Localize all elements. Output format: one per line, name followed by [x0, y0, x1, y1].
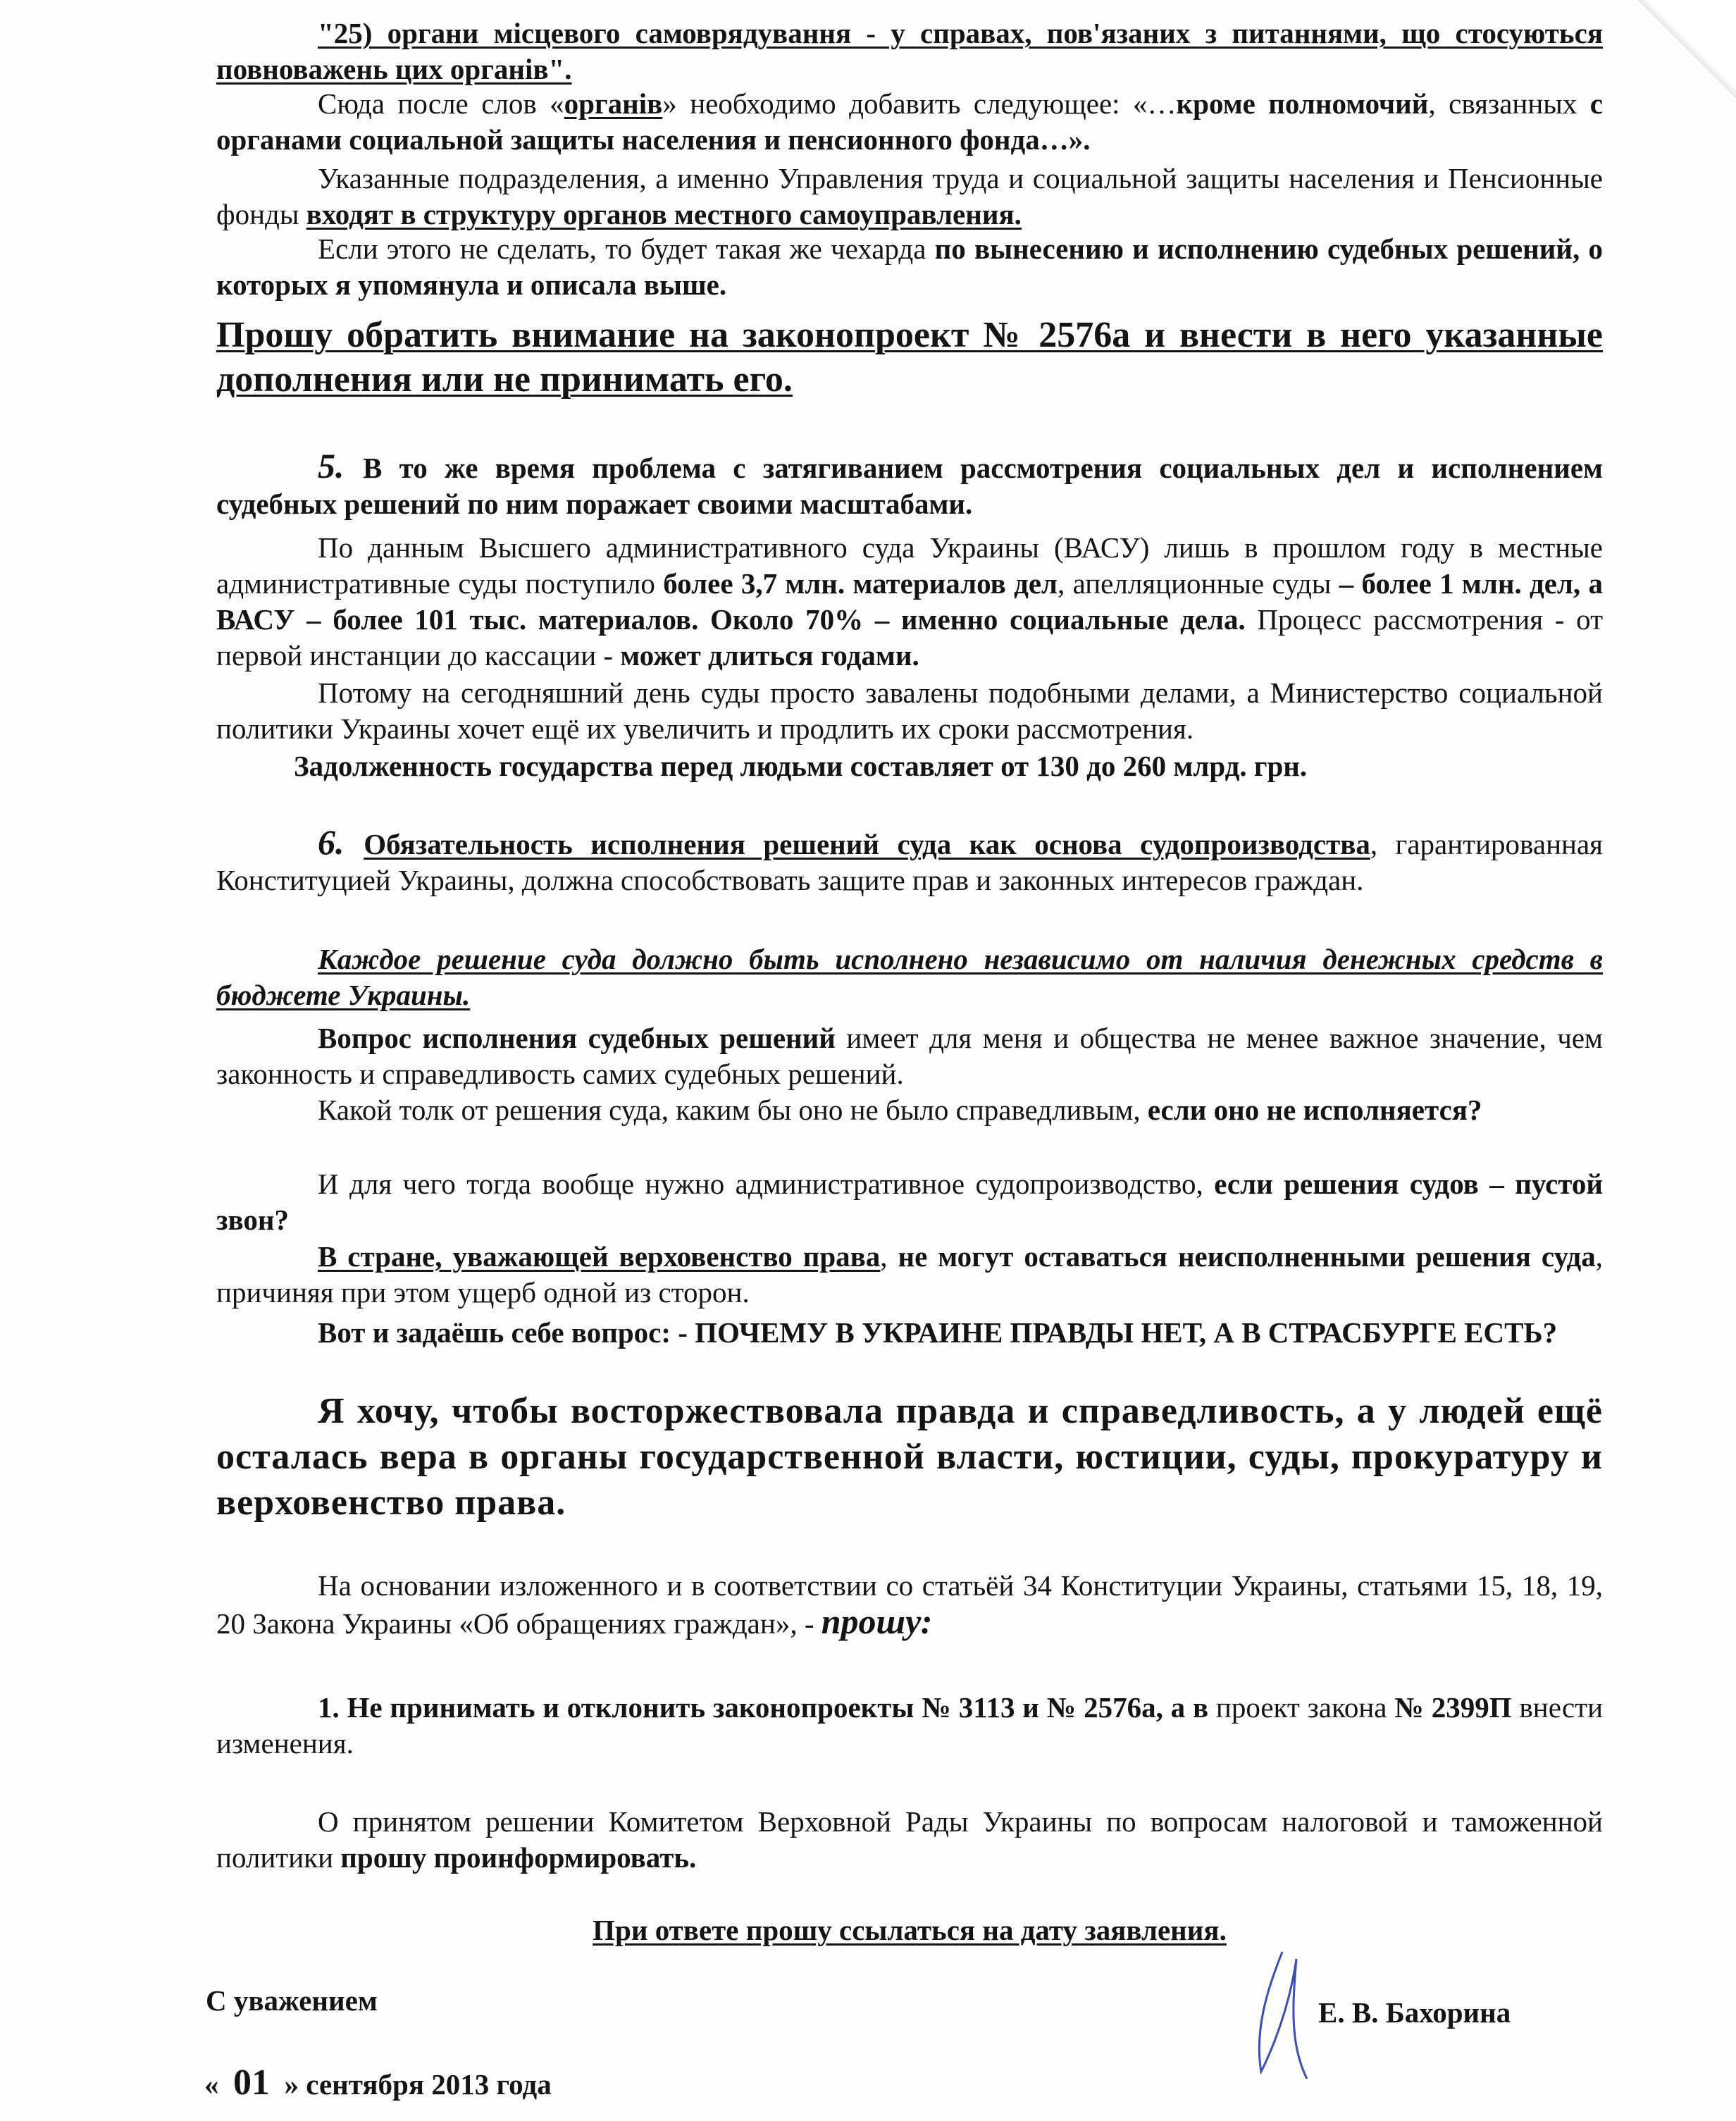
text-run: не могут оставаться неисполненными решения суда — [898, 1240, 1596, 1273]
paragraph — [216, 1166, 1603, 1238]
paragraph — [216, 86, 1603, 158]
text-run: более 3,7 млн. материалов дел — [663, 567, 1058, 600]
text-run: По данным Высшего административного суда Украины (ВАСУ) лишь в прошлом году в местные административные суды поступило — [216, 531, 1603, 600]
date-close-quote: » — [284, 2068, 299, 2101]
text-run: На основании изложенного и в соответствии со статьёй 34 Конституции Украины, статьями 15, 18, 19, 20 Закона Украины «Об обращениях граждан», - — [216, 1569, 1603, 1640]
paragraph — [216, 1239, 1603, 1311]
paragraph — [216, 1804, 1603, 1876]
text-run: При ответе прошу ссылаться на дату заявления. — [593, 1914, 1227, 1946]
paragraph — [216, 161, 1603, 233]
date-open-quote: « — [204, 2068, 219, 2101]
paragraph — [216, 1315, 1603, 1351]
paragraph — [216, 1690, 1603, 1762]
text-run: если решения судов – пустой звон? — [216, 1168, 1604, 1236]
text-run: , гарантированная Конституцией Украины, должна способствовать защите прав и законных интересов граждан. — [216, 828, 1604, 896]
text-run: может длиться годами. — [620, 639, 919, 672]
date-day: 01 — [233, 2063, 270, 2103]
text-run: Процесс рассмотрения - от первой инстанции до кассации - — [216, 603, 1603, 672]
signer-name: Е. В. Бахорина — [1318, 1996, 1511, 2029]
paragraph — [216, 1092, 1603, 1128]
text-run: Прошу обратить внимание на законопроект № 2576а и внести в него указанные дополнения или не принимать его. — [216, 315, 1603, 400]
text-run: внести изменения. — [216, 1691, 1604, 1760]
text-run: В стране, уважающей верховенство права — [318, 1240, 881, 1273]
paragraph — [216, 1020, 1603, 1092]
closing: С уважением — [206, 1984, 378, 2017]
text-run: , апелляционные суды — [1058, 567, 1339, 600]
text-run: – более 1 млн. дел, а ВАСУ – более 101 тыс. материалов. Около 70% – именно социальные дела. — [216, 567, 1603, 636]
text-run: входят в структуру органов местного самоуправления. — [306, 198, 1022, 230]
text-run: по вынесению и исполнению судебных решений, о которых я упомянула и описала выше. — [216, 233, 1603, 301]
text-run: Каждое решение суда должно быть исполнено независимо от наличия денежных средств в бюджете Украины. — [216, 943, 1603, 1011]
text-run: И для чего тогда вообще нужно административное судопроизводство, — [318, 1168, 1215, 1200]
text-run: кроме полномочий — [1176, 87, 1429, 120]
paragraph — [216, 16, 1603, 87]
text-run: с органами социальной защиты населения и пенсионного фонда…». — [216, 87, 1603, 156]
text-run: проект закона — [1208, 1691, 1395, 1724]
text-run: органів — [564, 87, 663, 120]
text-run: Потому на сегодняшний день суды просто завалены подобными делами, а Министерство социальной политики Украины хочет ещё их увеличить и продлить их сроки рассмотрения. — [216, 676, 1603, 745]
text-run: , — [880, 1240, 898, 1273]
text-run: » необходимо добавить следующее: «… — [662, 87, 1177, 120]
text-run: Указанные подразделения, а именно Управления труда и социальной защиты населения и Пенсионные фонды — [216, 162, 1603, 230]
text-run: Какой толк от решения суда, каким бы оно не было справедливым, — [318, 1094, 1148, 1126]
text-run: имеет для меня и общества не менее важное значение, чем законность и справедливость самих судебных решений. — [216, 1022, 1603, 1090]
text-run: О принятом решении Комитетом Верховной Рады Украины по вопросам налоговой и таможенной политики — [216, 1805, 1603, 1874]
paragraph — [216, 1568, 1603, 1642]
text-run: прошу проинформировать. — [340, 1841, 697, 1874]
paragraph — [216, 530, 1603, 674]
paragraph — [216, 1912, 1603, 1948]
text-run: Вот и задаёшь себе вопрос: - ПОЧЕМУ В УКРАИНЕ ПРАВДЫ НЕТ, А В СТРАСБУРГЕ ЕСТЬ? — [318, 1316, 1558, 1349]
text-run: В то же время проблема с затягиванием рассмотрения социальных дел и исполнением судебных решений по ним поражает своими масштабами. — [216, 452, 1603, 520]
paragraph — [216, 231, 1603, 303]
text-run: Я хочу, чтобы восторжествовала правда и справедливость, а у людей ещё осталась вера в органы государственной власти, юстиции, суды, прокуратуру и верховенство права. — [216, 1391, 1603, 1523]
text-run: Вопрос исполнения судебных решений — [318, 1022, 836, 1054]
text-run: № 2399П — [1394, 1691, 1512, 1724]
handwritten-signature — [1240, 1945, 1325, 2086]
text-run: Сюда после слов « — [318, 87, 564, 120]
paragraph — [216, 824, 1603, 898]
text-run: если оно не исполняется? — [1147, 1094, 1482, 1126]
text-run: 6. — [318, 822, 364, 862]
text-run: 5. — [318, 446, 364, 486]
text-run: Задолженность государства перед людьми составляет от 130 до 260 млрд. грн. — [294, 750, 1308, 782]
page-corner-fold — [1637, 0, 1736, 99]
text-run: , связанных — [1428, 87, 1590, 120]
text-run: Если этого не сделать, то будет такая же чехарда — [318, 233, 935, 265]
text-run: , причиняя при этом ущерб одной из сторон. — [216, 1240, 1604, 1309]
letter-date — [204, 2062, 552, 2103]
text-run: Обязательность исполнения решений суда как основа судопроизводства — [364, 828, 1370, 860]
paragraph — [216, 448, 1603, 522]
paragraph — [216, 675, 1603, 747]
paragraph — [216, 313, 1603, 402]
paragraph — [216, 748, 1603, 784]
date-month-year: сентября 2013 года — [306, 2068, 552, 2101]
text-run: "25) органи місцевого самоврядування - у справах, пов'язаних з питаннями, що стосуються повноважень цих органів". — [216, 17, 1603, 85]
text-run: 1. Не принимать и отклонить законопроекты № 3113 и № 2576а, а в — [318, 1691, 1209, 1724]
text-run: прошу: — [821, 1602, 933, 1641]
paragraph — [216, 1388, 1603, 1526]
paragraph — [216, 941, 1603, 1013]
